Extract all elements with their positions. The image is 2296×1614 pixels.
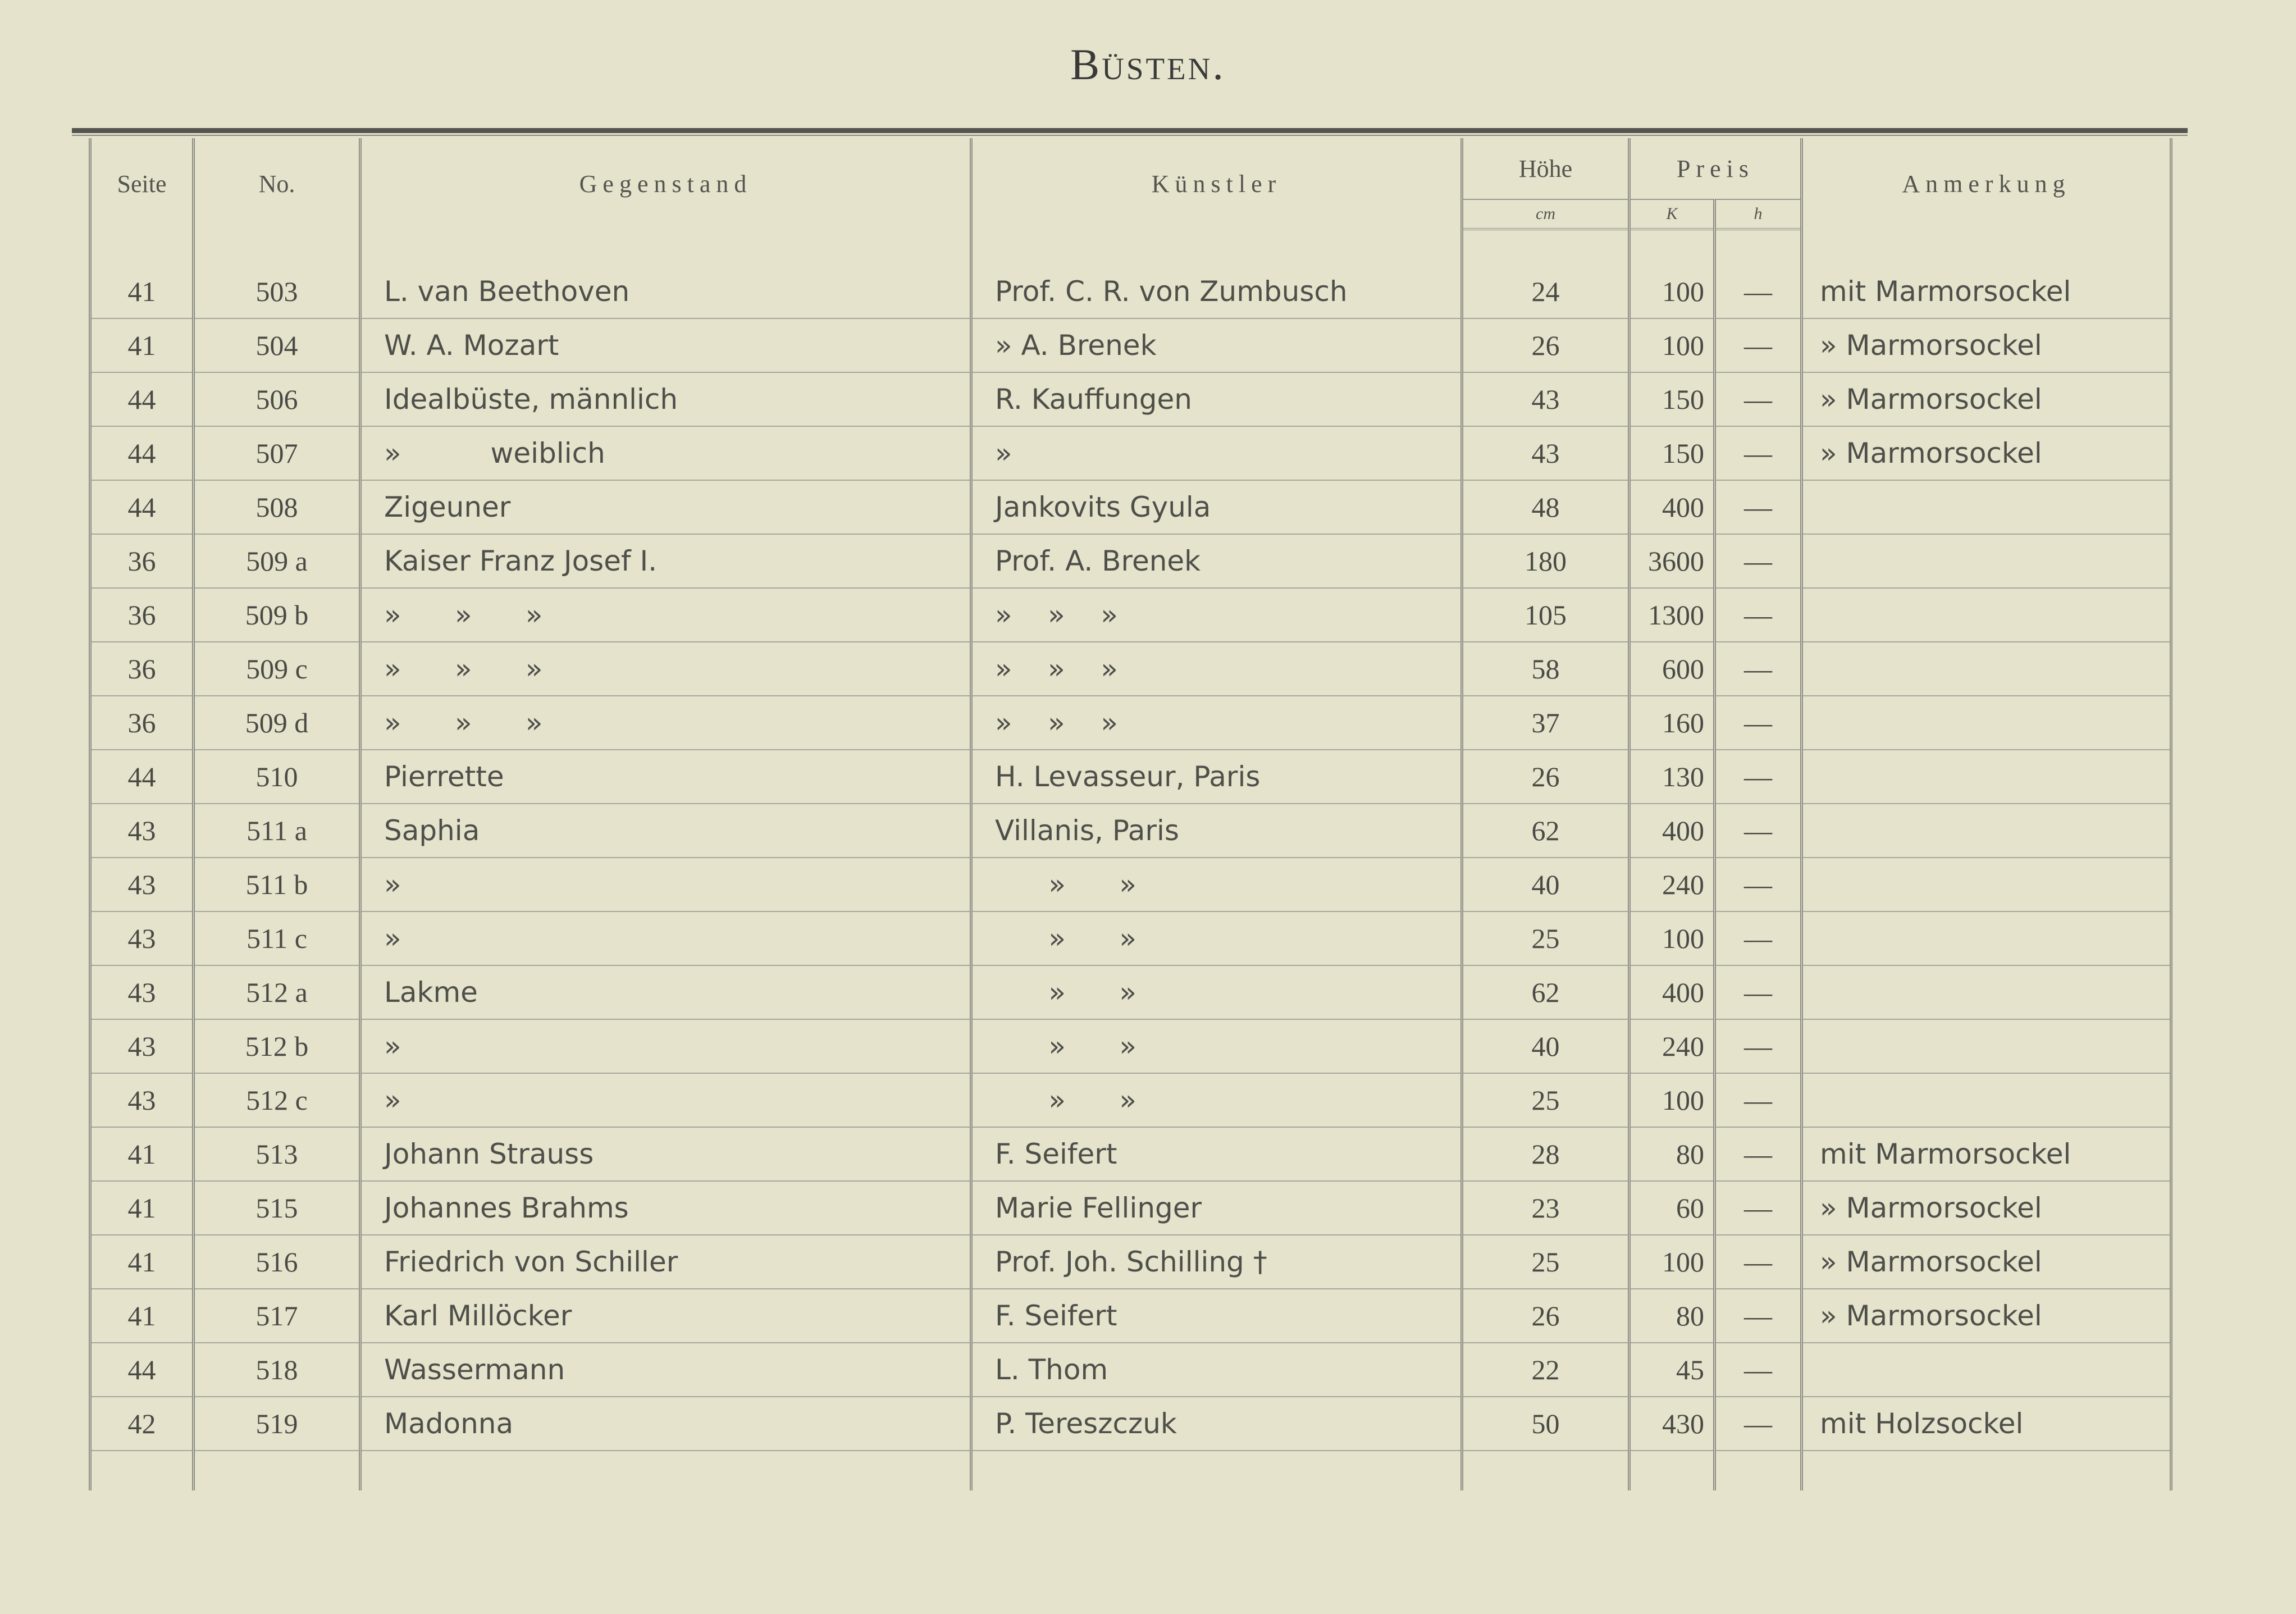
cell-gegenstand: Kaiser Franz Josef I.	[360, 534, 971, 588]
cell-seite: 36	[90, 642, 194, 696]
cell-hoehe: 180	[1462, 534, 1629, 588]
cell-gegenstand: »	[360, 1019, 971, 1073]
cell-anmerkung	[1802, 911, 2171, 965]
cell-gegenstand: Wassermann	[360, 1343, 971, 1397]
cell-hoehe: 62	[1462, 804, 1629, 858]
cell-seite: 43	[90, 858, 194, 911]
tail-row	[90, 1451, 2171, 1490]
cell-no: 511 a	[194, 804, 360, 858]
cell-no: 503	[194, 265, 360, 318]
cell-hoehe: 43	[1462, 372, 1629, 426]
cell-anmerkung	[1802, 534, 2171, 588]
cell-no: 512 b	[194, 1019, 360, 1073]
cell-preis-h: —	[1715, 911, 1802, 965]
cell-gegenstand: Johann Strauss	[360, 1127, 971, 1181]
cell-kuenstler: L. Thom	[971, 1343, 1462, 1397]
cell-anmerkung	[1802, 696, 2171, 750]
cell-gegenstand: Saphia	[360, 804, 971, 858]
cell-seite: 41	[90, 318, 194, 372]
cell-anmerkung	[1802, 965, 2171, 1019]
cell-preis-h: —	[1715, 1019, 1802, 1073]
cell-seite: 41	[90, 265, 194, 318]
table-row	[90, 965, 2171, 1019]
cell-kuenstler: Prof. C. R. von Zumbusch	[971, 265, 1462, 318]
cell-seite: 43	[90, 1019, 194, 1073]
table-row	[90, 1019, 2171, 1073]
cell-preis-h: —	[1715, 1127, 1802, 1181]
cell-no: 508	[194, 480, 360, 534]
cell-preis-k: 45	[1629, 1343, 1715, 1397]
cell-hoehe: 28	[1462, 1127, 1629, 1181]
cell-preis-h: —	[1715, 1073, 1802, 1127]
table-row	[90, 318, 2171, 372]
cell-kuenstler: H. Levasseur, Paris	[971, 750, 1462, 804]
cell-seite: 44	[90, 372, 194, 426]
header-row	[90, 138, 2171, 199]
cell-seite: 43	[90, 1073, 194, 1127]
cell-anmerkung	[1802, 858, 2171, 911]
cell-anmerkung	[1802, 1019, 2171, 1073]
cell-anmerkung	[1802, 642, 2171, 696]
cell-seite: 44	[90, 750, 194, 804]
cell-anmerkung: » Marmorsockel	[1802, 372, 2171, 426]
cell-kuenstler: Marie Fellinger	[971, 1181, 1462, 1235]
cell-no: 512 c	[194, 1073, 360, 1127]
cell-hoehe: 40	[1462, 858, 1629, 911]
col-anmerkung-header: Anmerkung	[1802, 138, 2171, 229]
top-rule	[72, 128, 2188, 133]
cell-preis-k: 400	[1629, 804, 1715, 858]
cell-no: 509 a	[194, 534, 360, 588]
cell-preis-k: 240	[1629, 1019, 1715, 1073]
cell-no: 509 d	[194, 696, 360, 750]
cell-preis-h: —	[1715, 480, 1802, 534]
cell-kuenstler: » »	[971, 911, 1462, 965]
cell-preis-h: —	[1715, 696, 1802, 750]
cell-preis-h: —	[1715, 534, 1802, 588]
cell-hoehe: 105	[1462, 588, 1629, 642]
cell-anmerkung	[1802, 1343, 2171, 1397]
cell-hoehe: 22	[1462, 1343, 1629, 1397]
table-row	[90, 1235, 2171, 1289]
table-row	[90, 426, 2171, 480]
cell-anmerkung: mit Marmorsockel	[1802, 265, 2171, 318]
cell-kuenstler: P. Tereszczuk	[971, 1397, 1462, 1451]
cell-anmerkung	[1802, 750, 2171, 804]
cell-preis-k: 60	[1629, 1181, 1715, 1235]
cell-kuenstler: F. Seifert	[971, 1289, 1462, 1343]
cell-seite: 41	[90, 1235, 194, 1289]
cell-kuenstler: » »	[971, 1019, 1462, 1073]
table-row	[90, 696, 2171, 750]
col-preis-header: Preis	[1629, 138, 1802, 199]
cell-no: 504	[194, 318, 360, 372]
cell-preis-k: 150	[1629, 426, 1715, 480]
cell-no: 509 b	[194, 588, 360, 642]
col-preis-k: K	[1629, 199, 1715, 229]
cell-kuenstler: » A. Brenek	[971, 318, 1462, 372]
cell-gegenstand: » » »	[360, 696, 971, 750]
cell-gegenstand: Lakme	[360, 965, 971, 1019]
cell-preis-h: —	[1715, 1235, 1802, 1289]
cell-gegenstand: Madonna	[360, 1397, 971, 1451]
col-seite-header: Seite	[90, 138, 194, 229]
cell-no: 506	[194, 372, 360, 426]
cell-preis-h: —	[1715, 265, 1802, 318]
cell-gegenstand: »	[360, 911, 971, 965]
catalog-table	[89, 138, 2172, 1490]
page-title: Büsten.	[1070, 40, 1226, 89]
cell-kuenstler: Villanis, Paris	[971, 804, 1462, 858]
cell-gegenstand: » » »	[360, 642, 971, 696]
cell-no: 509 c	[194, 642, 360, 696]
cell-anmerkung: mit Marmorsockel	[1802, 1127, 2171, 1181]
cell-no: 510	[194, 750, 360, 804]
cell-kuenstler: Prof. A. Brenek	[971, 534, 1462, 588]
cell-anmerkung	[1802, 588, 2171, 642]
cell-preis-k: 160	[1629, 696, 1715, 750]
top-rule-thin	[72, 135, 2188, 136]
cell-preis-h: —	[1715, 426, 1802, 480]
cell-hoehe: 50	[1462, 1397, 1629, 1451]
cell-kuenstler: Jankovits Gyula	[971, 480, 1462, 534]
cell-no: 515	[194, 1181, 360, 1235]
cell-no: 517	[194, 1289, 360, 1343]
cell-kuenstler: » » »	[971, 696, 1462, 750]
cell-preis-k: 600	[1629, 642, 1715, 696]
cell-hoehe: 26	[1462, 318, 1629, 372]
table-row	[90, 1289, 2171, 1343]
cell-no: 507	[194, 426, 360, 480]
table-row	[90, 480, 2171, 534]
cell-preis-k: 130	[1629, 750, 1715, 804]
table-row	[90, 804, 2171, 858]
cell-anmerkung: » Marmorsockel	[1802, 1235, 2171, 1289]
cell-hoehe: 26	[1462, 1289, 1629, 1343]
col-no-header: No.	[194, 138, 360, 229]
cell-anmerkung: » Marmorsockel	[1802, 318, 2171, 372]
cell-gegenstand: »	[360, 1073, 971, 1127]
cell-no: 511 c	[194, 911, 360, 965]
cell-anmerkung	[1802, 1073, 2171, 1127]
cell-gegenstand: Friedrich von Schiller	[360, 1235, 971, 1289]
cell-kuenstler: » »	[971, 1073, 1462, 1127]
cell-kuenstler: R. Kauffungen	[971, 372, 1462, 426]
cell-preis-k: 100	[1629, 318, 1715, 372]
cell-gegenstand: Idealbüste, männlich	[360, 372, 971, 426]
cell-preis-k: 240	[1629, 858, 1715, 911]
table-row	[90, 265, 2171, 318]
cell-kuenstler: » »	[971, 965, 1462, 1019]
cell-preis-h: —	[1715, 1343, 1802, 1397]
table-row	[90, 1181, 2171, 1235]
table-row	[90, 534, 2171, 588]
cell-preis-h: —	[1715, 750, 1802, 804]
cell-seite: 36	[90, 534, 194, 588]
cell-kuenstler: » » »	[971, 588, 1462, 642]
cell-preis-h: —	[1715, 804, 1802, 858]
cell-seite: 41	[90, 1289, 194, 1343]
cell-preis-k: 1300	[1629, 588, 1715, 642]
cell-no: 512 a	[194, 965, 360, 1019]
cell-anmerkung	[1802, 804, 2171, 858]
table-row	[90, 372, 2171, 426]
cell-kuenstler: » »	[971, 858, 1462, 911]
cell-seite: 43	[90, 911, 194, 965]
cell-anmerkung: » Marmorsockel	[1802, 1289, 2171, 1343]
table-row	[90, 750, 2171, 804]
cell-hoehe: 25	[1462, 1235, 1629, 1289]
cell-seite: 44	[90, 1343, 194, 1397]
cell-hoehe: 43	[1462, 426, 1629, 480]
cell-hoehe: 25	[1462, 1073, 1629, 1127]
cell-no: 511 b	[194, 858, 360, 911]
cell-seite: 41	[90, 1127, 194, 1181]
cell-preis-k: 80	[1629, 1289, 1715, 1343]
cell-gegenstand: L. van Beethoven	[360, 265, 971, 318]
cell-hoehe: 26	[1462, 750, 1629, 804]
cell-preis-h: —	[1715, 1397, 1802, 1451]
cell-preis-k: 100	[1629, 1235, 1715, 1289]
cell-kuenstler: Prof. Joh. Schilling †	[971, 1235, 1462, 1289]
table-row	[90, 911, 2171, 965]
cell-preis-h: —	[1715, 858, 1802, 911]
cell-hoehe: 40	[1462, 1019, 1629, 1073]
cell-preis-k: 400	[1629, 965, 1715, 1019]
col-hoehe-unit: cm	[1462, 199, 1629, 229]
cell-preis-h: —	[1715, 965, 1802, 1019]
cell-gegenstand: W. A. Mozart	[360, 318, 971, 372]
col-kuenstler-header: Künstler	[971, 138, 1462, 229]
cell-preis-k: 80	[1629, 1127, 1715, 1181]
table-row	[90, 1127, 2171, 1181]
cell-preis-h: —	[1715, 318, 1802, 372]
cell-no: 513	[194, 1127, 360, 1181]
cell-seite: 36	[90, 696, 194, 750]
cell-gegenstand: »	[360, 858, 971, 911]
cell-anmerkung: » Marmorsockel	[1802, 1181, 2171, 1235]
cell-no: 518	[194, 1343, 360, 1397]
cell-anmerkung: mit Holzsockel	[1802, 1397, 2171, 1451]
table-row	[90, 1073, 2171, 1127]
cell-hoehe: 58	[1462, 642, 1629, 696]
table-row	[90, 642, 2171, 696]
table-row	[90, 1397, 2171, 1451]
cell-seite: 36	[90, 588, 194, 642]
cell-seite: 42	[90, 1397, 194, 1451]
cell-anmerkung	[1802, 480, 2171, 534]
col-hoehe-header: Höhe	[1462, 138, 1629, 199]
cell-seite: 44	[90, 480, 194, 534]
spacer-row	[90, 229, 2171, 265]
cell-preis-k: 150	[1629, 372, 1715, 426]
cell-hoehe: 23	[1462, 1181, 1629, 1235]
table-row	[90, 858, 2171, 911]
cell-preis-h: —	[1715, 1289, 1802, 1343]
cell-gegenstand: Pierrette	[360, 750, 971, 804]
cell-hoehe: 37	[1462, 696, 1629, 750]
cell-hoehe: 62	[1462, 965, 1629, 1019]
cell-seite: 43	[90, 965, 194, 1019]
cell-seite: 43	[90, 804, 194, 858]
cell-anmerkung: » Marmorsockel	[1802, 426, 2171, 480]
table-row	[90, 588, 2171, 642]
cell-preis-h: —	[1715, 1181, 1802, 1235]
cell-preis-h: —	[1715, 372, 1802, 426]
cell-preis-k: 100	[1629, 1073, 1715, 1127]
cell-hoehe: 25	[1462, 911, 1629, 965]
cell-hoehe: 24	[1462, 265, 1629, 318]
cell-no: 516	[194, 1235, 360, 1289]
cell-hoehe: 48	[1462, 480, 1629, 534]
cell-preis-h: —	[1715, 642, 1802, 696]
col-preis-h: h	[1715, 199, 1802, 229]
cell-kuenstler: F. Seifert	[971, 1127, 1462, 1181]
cell-no: 519	[194, 1397, 360, 1451]
cell-preis-k: 100	[1629, 911, 1715, 965]
cell-seite: 41	[90, 1181, 194, 1235]
cell-kuenstler: »	[971, 426, 1462, 480]
col-gegenstand-header: Gegenstand	[360, 138, 971, 229]
cell-preis-k: 430	[1629, 1397, 1715, 1451]
cell-gegenstand: » » »	[360, 588, 971, 642]
cell-preis-k: 3600	[1629, 534, 1715, 588]
cell-gegenstand: » weiblich	[360, 426, 971, 480]
cell-gegenstand: Johannes Brahms	[360, 1181, 971, 1235]
cell-seite: 44	[90, 426, 194, 480]
cell-kuenstler: » » »	[971, 642, 1462, 696]
cell-preis-h: —	[1715, 588, 1802, 642]
cell-preis-k: 400	[1629, 480, 1715, 534]
cell-preis-k: 100	[1629, 265, 1715, 318]
cell-gegenstand: Zigeuner	[360, 480, 971, 534]
cell-gegenstand: Karl Millöcker	[360, 1289, 971, 1343]
table-row	[90, 1343, 2171, 1397]
